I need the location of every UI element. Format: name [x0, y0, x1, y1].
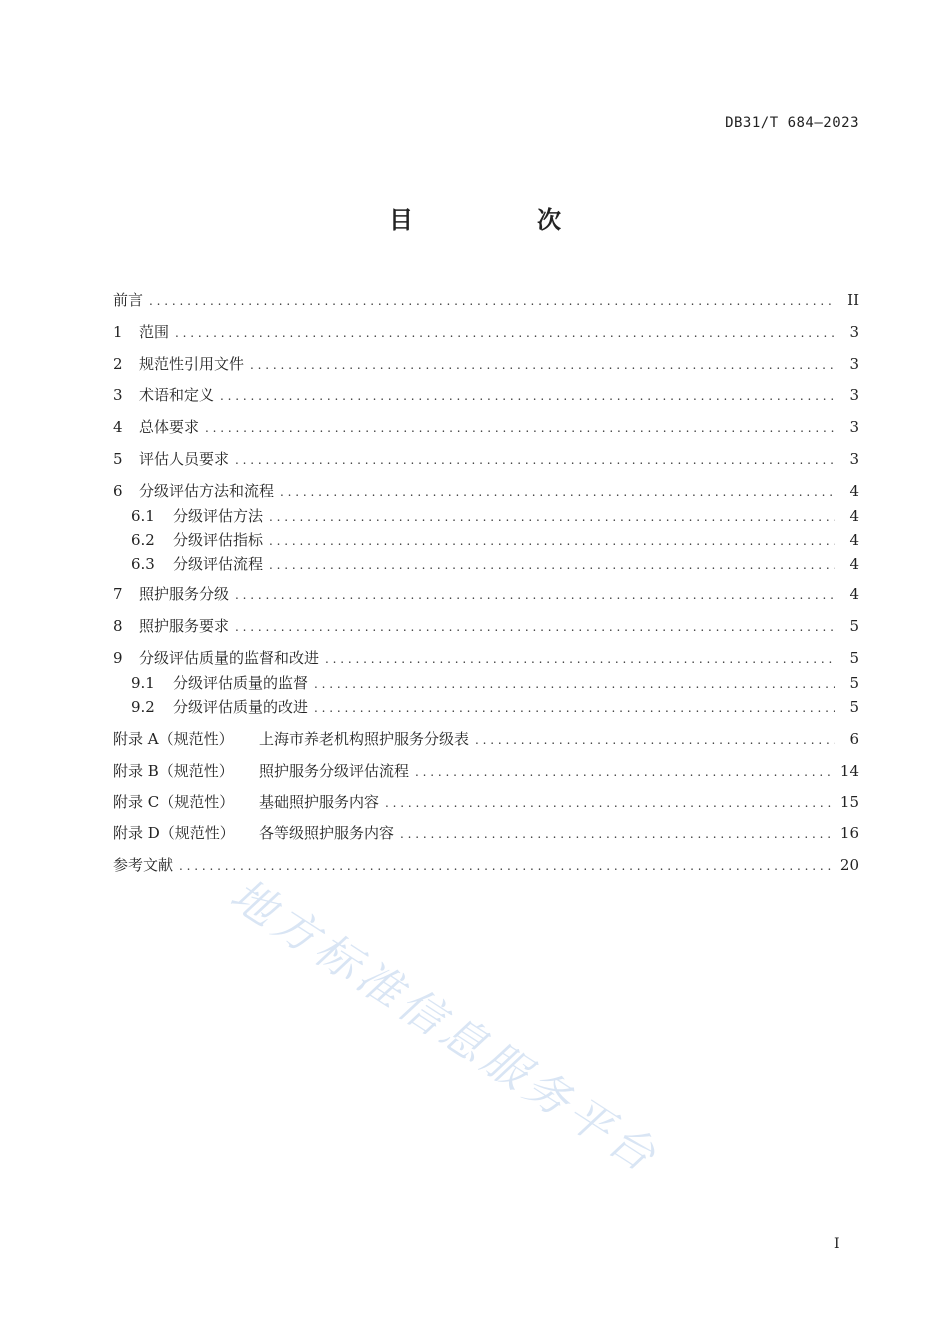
toc-page: 3: [849, 323, 859, 341]
toc-number: 6.1: [131, 507, 155, 525]
toc-page: 5: [849, 649, 859, 667]
toc-page: 3: [849, 386, 859, 404]
toc-leader: [250, 355, 835, 375]
toc-page: 14: [839, 762, 859, 780]
toc-page: 4: [849, 585, 859, 603]
toc-leader: [205, 418, 835, 438]
toc-number: 附录 C（规范性）: [113, 793, 235, 811]
toc-number: 8: [113, 617, 123, 635]
toc-label: 各等级照护服务内容: [259, 824, 395, 842]
toc-label: 分级评估方法: [173, 507, 264, 525]
toc-page: 5: [849, 698, 859, 716]
toc-label: 参考文献: [113, 856, 174, 874]
watermark: 地方标准信息服务平台: [221, 869, 669, 1185]
toc-label: 分级评估质量的改进: [173, 698, 309, 716]
toc-number: 附录 D（规范性）: [113, 824, 235, 842]
toc-number: 9.2: [131, 698, 155, 716]
toc-leader: [280, 482, 835, 502]
toc-page: 4: [849, 507, 859, 525]
toc-page: 20: [839, 856, 859, 874]
toc-leader: [235, 617, 835, 637]
page-title: 目 次: [389, 206, 611, 234]
toc-leader: [235, 585, 835, 605]
toc-entry-5[interactable]: [113, 449, 859, 469]
toc-number: 6.2: [131, 531, 155, 549]
toc-page: II: [847, 291, 859, 309]
toc-leader: [400, 824, 834, 844]
toc-entry-references[interactable]: [113, 855, 859, 875]
toc-entry-8[interactable]: [113, 616, 859, 636]
toc-number: 附录 B（规范性）: [113, 762, 234, 780]
toc-number: 6.3: [131, 555, 155, 573]
toc-number: 9.1: [131, 674, 155, 692]
toc-leader: [415, 762, 834, 782]
toc-label: 评估人员要求: [139, 450, 230, 468]
toc-label: 上海市养老机构照护服务分级表: [259, 730, 470, 748]
toc-entry-7[interactable]: [113, 584, 859, 604]
toc-label: 分级评估流程: [173, 555, 264, 573]
toc-page: 4: [849, 482, 859, 500]
toc-label: 分级评估方法和流程: [139, 482, 275, 500]
toc-leader: [149, 291, 835, 311]
toc-page: 4: [849, 531, 859, 549]
toc-leader: [314, 674, 835, 694]
toc-leader: [269, 555, 835, 575]
toc-leader: [175, 323, 835, 343]
toc-page: 4: [849, 555, 859, 573]
toc-entry-4[interactable]: [113, 417, 859, 437]
toc-entry-3[interactable]: [113, 385, 859, 405]
toc-label: 前言: [113, 291, 144, 309]
toc-number: 1: [113, 323, 123, 341]
toc-label: 分级评估质量的监督和改进: [139, 649, 320, 667]
toc-entry-annex-d[interactable]: [113, 823, 859, 843]
toc-label: 分级评估质量的监督: [173, 674, 309, 692]
toc-page: 6: [849, 730, 859, 748]
toc-label: 术语和定义: [139, 386, 215, 404]
toc-leader: [385, 793, 834, 813]
toc-page: 3: [849, 355, 859, 373]
toc-entry-9-2[interactable]: [113, 697, 859, 717]
toc-entry-6-1[interactable]: [113, 506, 859, 526]
toc-entry-annex-a[interactable]: [113, 729, 859, 749]
toc-page: 5: [849, 674, 859, 692]
toc-leader: [269, 531, 835, 551]
toc-leader: [235, 450, 835, 470]
toc-leader: [179, 856, 834, 876]
toc-leader: [475, 730, 835, 750]
toc-label: 分级评估指标: [173, 531, 264, 549]
toc-label: 总体要求: [139, 418, 200, 436]
toc-number: 9: [113, 649, 123, 667]
toc-number: 2: [113, 355, 123, 373]
toc-entry-annex-b[interactable]: [113, 761, 859, 781]
toc-number: 7: [113, 585, 123, 603]
toc-number: 5: [113, 450, 123, 468]
toc-entry-6-2[interactable]: [113, 530, 859, 550]
toc-label: 照护服务要求: [139, 617, 230, 635]
toc-number: 4: [113, 418, 123, 436]
toc-page: 5: [849, 617, 859, 635]
toc-label: 规范性引用文件: [139, 355, 245, 373]
toc-label: 照护服务分级: [139, 585, 230, 603]
toc-page: 15: [839, 793, 859, 811]
toc-number: 附录 A（规范性）: [113, 730, 234, 748]
toc-label: 基础照护服务内容: [259, 793, 380, 811]
toc-entry-annex-c[interactable]: [113, 792, 859, 812]
toc-page: 3: [849, 450, 859, 468]
toc-entry-6-3[interactable]: [113, 554, 859, 574]
toc-leader: [314, 698, 835, 718]
toc-number: 6: [113, 482, 123, 500]
toc-entry-2[interactable]: [113, 354, 859, 374]
toc-entry-9[interactable]: [113, 648, 859, 668]
toc-page: 16: [839, 824, 859, 842]
doc-code: DB31/T 684—2023: [725, 115, 859, 131]
toc-label: 范围: [139, 323, 170, 341]
toc-leader: [269, 507, 835, 527]
toc-label: 照护服务分级评估流程: [259, 762, 410, 780]
toc-leader: [220, 386, 835, 406]
toc-number: 3: [113, 386, 123, 404]
toc-page: 3: [849, 418, 859, 436]
toc-entry-foreword[interactable]: [113, 290, 859, 310]
page-number: I: [834, 1236, 840, 1252]
toc-leader: [325, 649, 835, 669]
toc-entry-6[interactable]: [113, 481, 859, 501]
toc-entry-9-1[interactable]: [113, 673, 859, 693]
toc-entry-1[interactable]: [113, 322, 859, 342]
